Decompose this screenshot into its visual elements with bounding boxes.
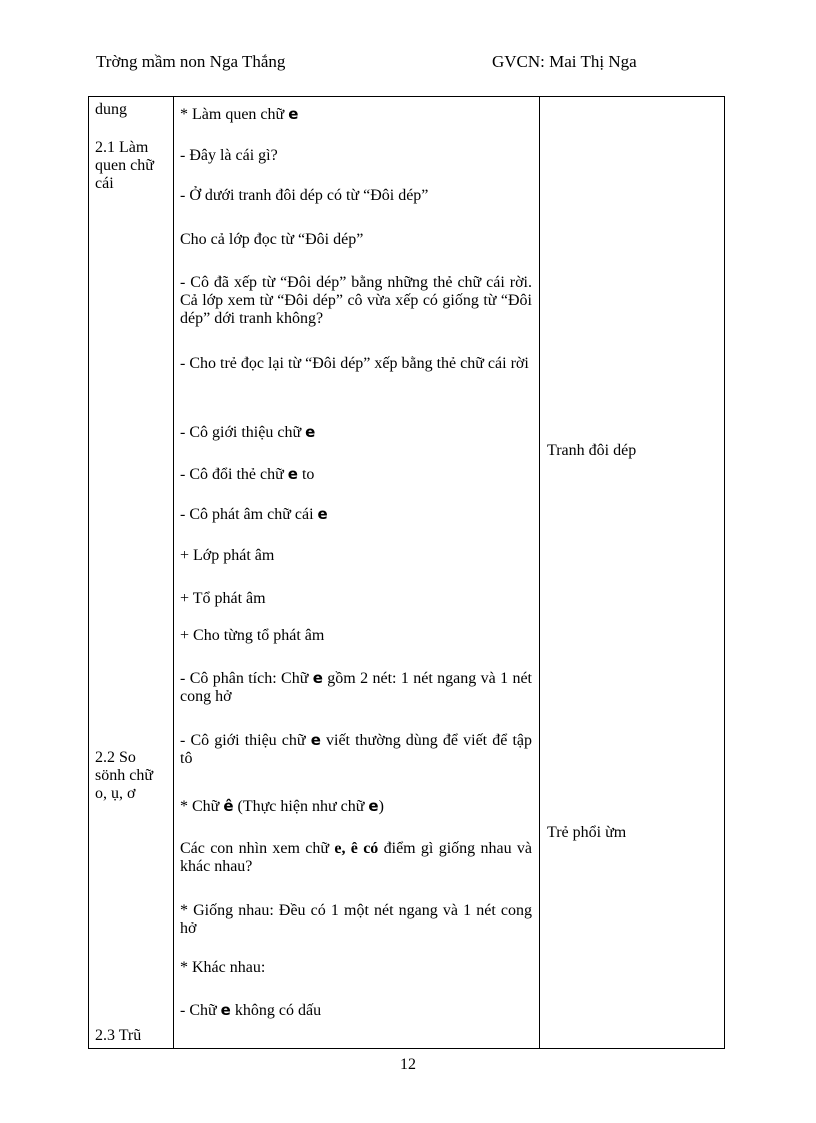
activity-line: - Cô đổi thẻ chữ e to bbox=[180, 465, 315, 483]
activity-line: * Giống nhau: Đều có 1 một nét ngang và 1 nét cong hở bbox=[180, 902, 532, 937]
activity-line: + Tổ phát âm bbox=[180, 590, 266, 607]
activity-line: + Cho từng tổ phát âm bbox=[180, 627, 325, 644]
activity-line: * Làm quen chữ e bbox=[180, 105, 299, 123]
activity-line: * Chữ ê (Thực hiện như chữ e) bbox=[180, 797, 384, 815]
section-label: 2.2 So sönh chữ o, ụ, ơ bbox=[95, 749, 153, 802]
activity-line: + Lớp phát âm bbox=[180, 547, 275, 564]
activity-line: - Cô phát âm chữ cái e bbox=[180, 505, 328, 523]
school-name: Trờng mầm non Nga Thắng bbox=[96, 52, 286, 71]
lesson-table bbox=[88, 96, 725, 1049]
activity-line: - Chữ e không có dấu bbox=[180, 1001, 322, 1019]
section-label: 2.3 Trũ bbox=[95, 1027, 142, 1044]
activity-line: - Cô giới thiệu chữ e viết thường dùng để viết để tập tô bbox=[180, 731, 533, 767]
activity-line: - Cho trẻ đọc lại từ “Đôi dép” xếp bằng thẻ chữ cái rời bbox=[180, 355, 529, 372]
activity-line: - Cô phân tích: Chữ e gồm 2 nét: 1 nét ngang và 1 nét cong hở bbox=[180, 669, 533, 705]
activity-line: Các con nhìn xem chữ e, ê có điểm gì giống nhau và khác nhau? bbox=[180, 840, 532, 875]
column-divider bbox=[539, 97, 540, 1048]
page-number: 12 bbox=[400, 1056, 416, 1073]
material-label: Tranh đôi dép bbox=[547, 442, 637, 459]
activity-line: * Khác nhau: bbox=[180, 959, 266, 976]
material-label: Trẻ phổi ừm bbox=[547, 824, 627, 841]
section-label: dung bbox=[95, 101, 127, 118]
activity-line: Cho cả lớp đọc từ “Đôi dép” bbox=[180, 231, 364, 248]
column-divider bbox=[173, 97, 174, 1048]
activity-line: - Ở dưới tranh đôi dép có từ “Đôi dép” bbox=[180, 187, 429, 204]
activity-line: - Đây là cái gì? bbox=[180, 147, 278, 164]
activity-line: - Cô giới thiệu chữ e bbox=[180, 423, 316, 441]
section-label: 2.1 Làm quen chữ cái bbox=[95, 139, 154, 192]
activity-line: - Cô đã xếp từ “Đôi dép” bằng những thẻ chữ cái rời. Cả lớp xem từ “Đôi dép” cô vừa xếp có giống từ “Đôi dép” dới tranh không? bbox=[180, 274, 532, 327]
teacher-name: GVCN: Mai Thị Nga bbox=[492, 52, 637, 71]
